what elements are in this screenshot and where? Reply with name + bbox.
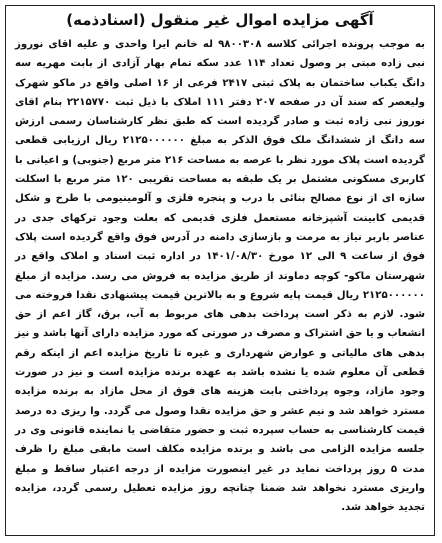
notice-body: به موجب پرونده اجرائی کلاسه ۹۸۰۰۳۰۸ له خانم ایرا واحدی و علیه اقای نوروز نبی زاده مبتی بر وصول تعداد ۱۱۴ عدد سکه تمام بهار آزادی از بابت مهریه سه دانگ یکباب ساختمان به پلاک ثبتی ۲۴۱۷ فرعی از ۱۶ اصلی واقع در ماکو شهرک ولیعصر که سند آن در صفحه ۲۰۷ دفتر ۱۱۱ املاک با ذیل ثبت ۲۲۱۵۷۷۰ بنام اقای نوروز نبی زاده ثبت و صادر گردیده است که طبق نظر کارشناسان رسمی ارزش سه دانگ از ششدانگ ملک فوق الذکر به مبلغ ۲۱۲۵۰۰۰۰۰۰ ریال ارزیابی قطعی گردیده است پلاک مورد نظر با عرصه به مساحت ۲۱۶ متر مربع (جنوبی) و اعیانی با کاربری مسکونی مشتمل بر یک طبقه به مساحت تقریبی ۱۲۰ متر مربع با اسکلت سازه ای از نوع مصالح بنائی با درب و پنجره فلزی و آلومینیومی با طرح و شکل قدیمی کابینت آشپزخانه مستعمل فلزی قدیمی که بعلت وجود ترکهای جدی در عناصر باربر نیاز به مرمت و بازسازی دامنه در آدرس فوق واقع گردیده است پلاک فوق از ساعت ۹ الی ۱۲ مورخ ۱۴۰۱/۰۸/۳۰ در اداره ثبت اسناد و املاک واقع در شهرستان ماکو- کوچه دماوند از طریق مزایده به فروش می رسد. مزایده از مبلغ ۲۱۲۵۰۰۰۰۰۰ ریال قیمت پایه شروع و به بالاترین قیمت پیشنهادی نقدا فروخته می شود. لازم به ذکر است پرداخت بدهی های مربوط به آب، برق، گاز اعم از حق انشعاب و یا حق اشتراک و مصرف در صورتی که مورد مزایده دارای آنها باشد و نیز بدهی های مالیاتی و عوارض شهرداری و غیره تا تاریخ مزایده اعم از اینکه رقم قطعی آن معلوم شده یا نشده باشد به عهده برنده مزایده است و نیز در صورت وجود مازاد، وجوه پرداختی بابت هزینه های فوق از محل مازاد به برنده مزایده مسترد خواهد شد و نیم عشر و حق مزایده نقدا وصول می گردد. وا ریزی ده درصد قیمت کارشناسی به حساب سپرده ثبت و حضور متقاضی یا نماینده قانونی وی در جلسه مزایده الزامی می باشد و برنده مزایده مکلف است مابقی مبلغ را ظرف مدت ۵ روز پرداخت نماید در غیر اینصورت مزایده از درجه اعتبار ساقط و مبلغ واریزی مسترد نخواهد شد ضمنا چنانچه روز مزایده تعطیل رسمی گردد، مزایده تجدید خواهد شد. — [15, 39, 426, 514]
notice-frame — [5, 5, 435, 536]
notice-title: آگهی مزایده اموال غیر منقول (اسنادذمه) — [66, 11, 374, 29]
